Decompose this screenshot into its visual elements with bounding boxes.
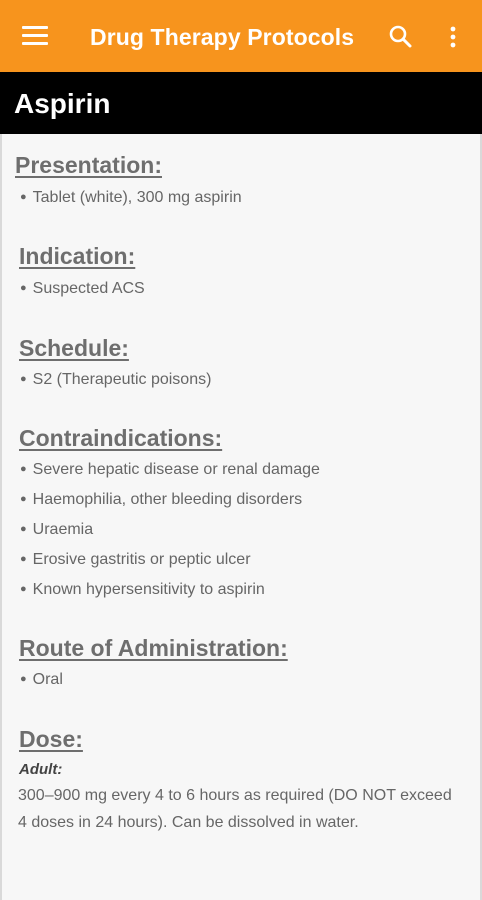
bullet-icon: ● xyxy=(20,493,27,505)
list-item: ● Haemophilia, other bleeding disorders xyxy=(20,491,303,508)
list-item: ● Severe hepatic disease or renal damage xyxy=(20,461,320,478)
bullet-icon: ● xyxy=(20,673,27,685)
list-item: ● Known hypersensitivity to aspirin xyxy=(20,581,265,598)
more-vert-icon[interactable] xyxy=(444,24,462,50)
contraindications-heading: Contraindications: xyxy=(19,425,223,451)
dose-text: 300–900 mg every 4 to 6 hours as required (DO NOT exceed 4 doses in 24 hours). Can be dissolved in water. xyxy=(18,787,452,831)
list-item: ● Oral xyxy=(20,671,63,688)
schedule-heading: Schedule: xyxy=(19,335,129,361)
hamburger-menu-icon[interactable] xyxy=(22,26,48,46)
list-item: ● Uraemia xyxy=(20,521,94,538)
indication-heading: Indication: xyxy=(19,243,136,269)
bullet-icon: ● xyxy=(20,282,27,294)
bullet-icon: ● xyxy=(20,191,27,203)
app-bar xyxy=(0,0,482,72)
dose-adult-subheading: Adult: xyxy=(19,761,63,778)
route-heading: Route of Administration: xyxy=(19,635,288,661)
list-item: ● Tablet (white), 300 mg aspirin xyxy=(20,189,242,206)
search-icon[interactable] xyxy=(388,24,414,50)
bullet-icon: ● xyxy=(20,583,27,595)
drug-name: Aspirin xyxy=(14,88,111,119)
protocol-content[interactable] xyxy=(0,134,482,900)
bullet-icon: ● xyxy=(20,553,27,565)
app-title: Drug Therapy Protocols xyxy=(90,24,355,50)
presentation-heading: Presentation: xyxy=(15,152,162,178)
bullet-icon: ● xyxy=(20,373,27,385)
drug-title-bar xyxy=(0,72,482,134)
list-item: ● Erosive gastritis or peptic ulcer xyxy=(20,551,251,568)
bullet-icon: ● xyxy=(20,463,27,475)
bullet-icon: ● xyxy=(20,523,27,535)
list-item: ● S2 (Therapeutic poisons) xyxy=(20,371,212,388)
dose-heading: Dose: xyxy=(19,726,83,752)
list-item: ● Suspected ACS xyxy=(20,280,145,297)
